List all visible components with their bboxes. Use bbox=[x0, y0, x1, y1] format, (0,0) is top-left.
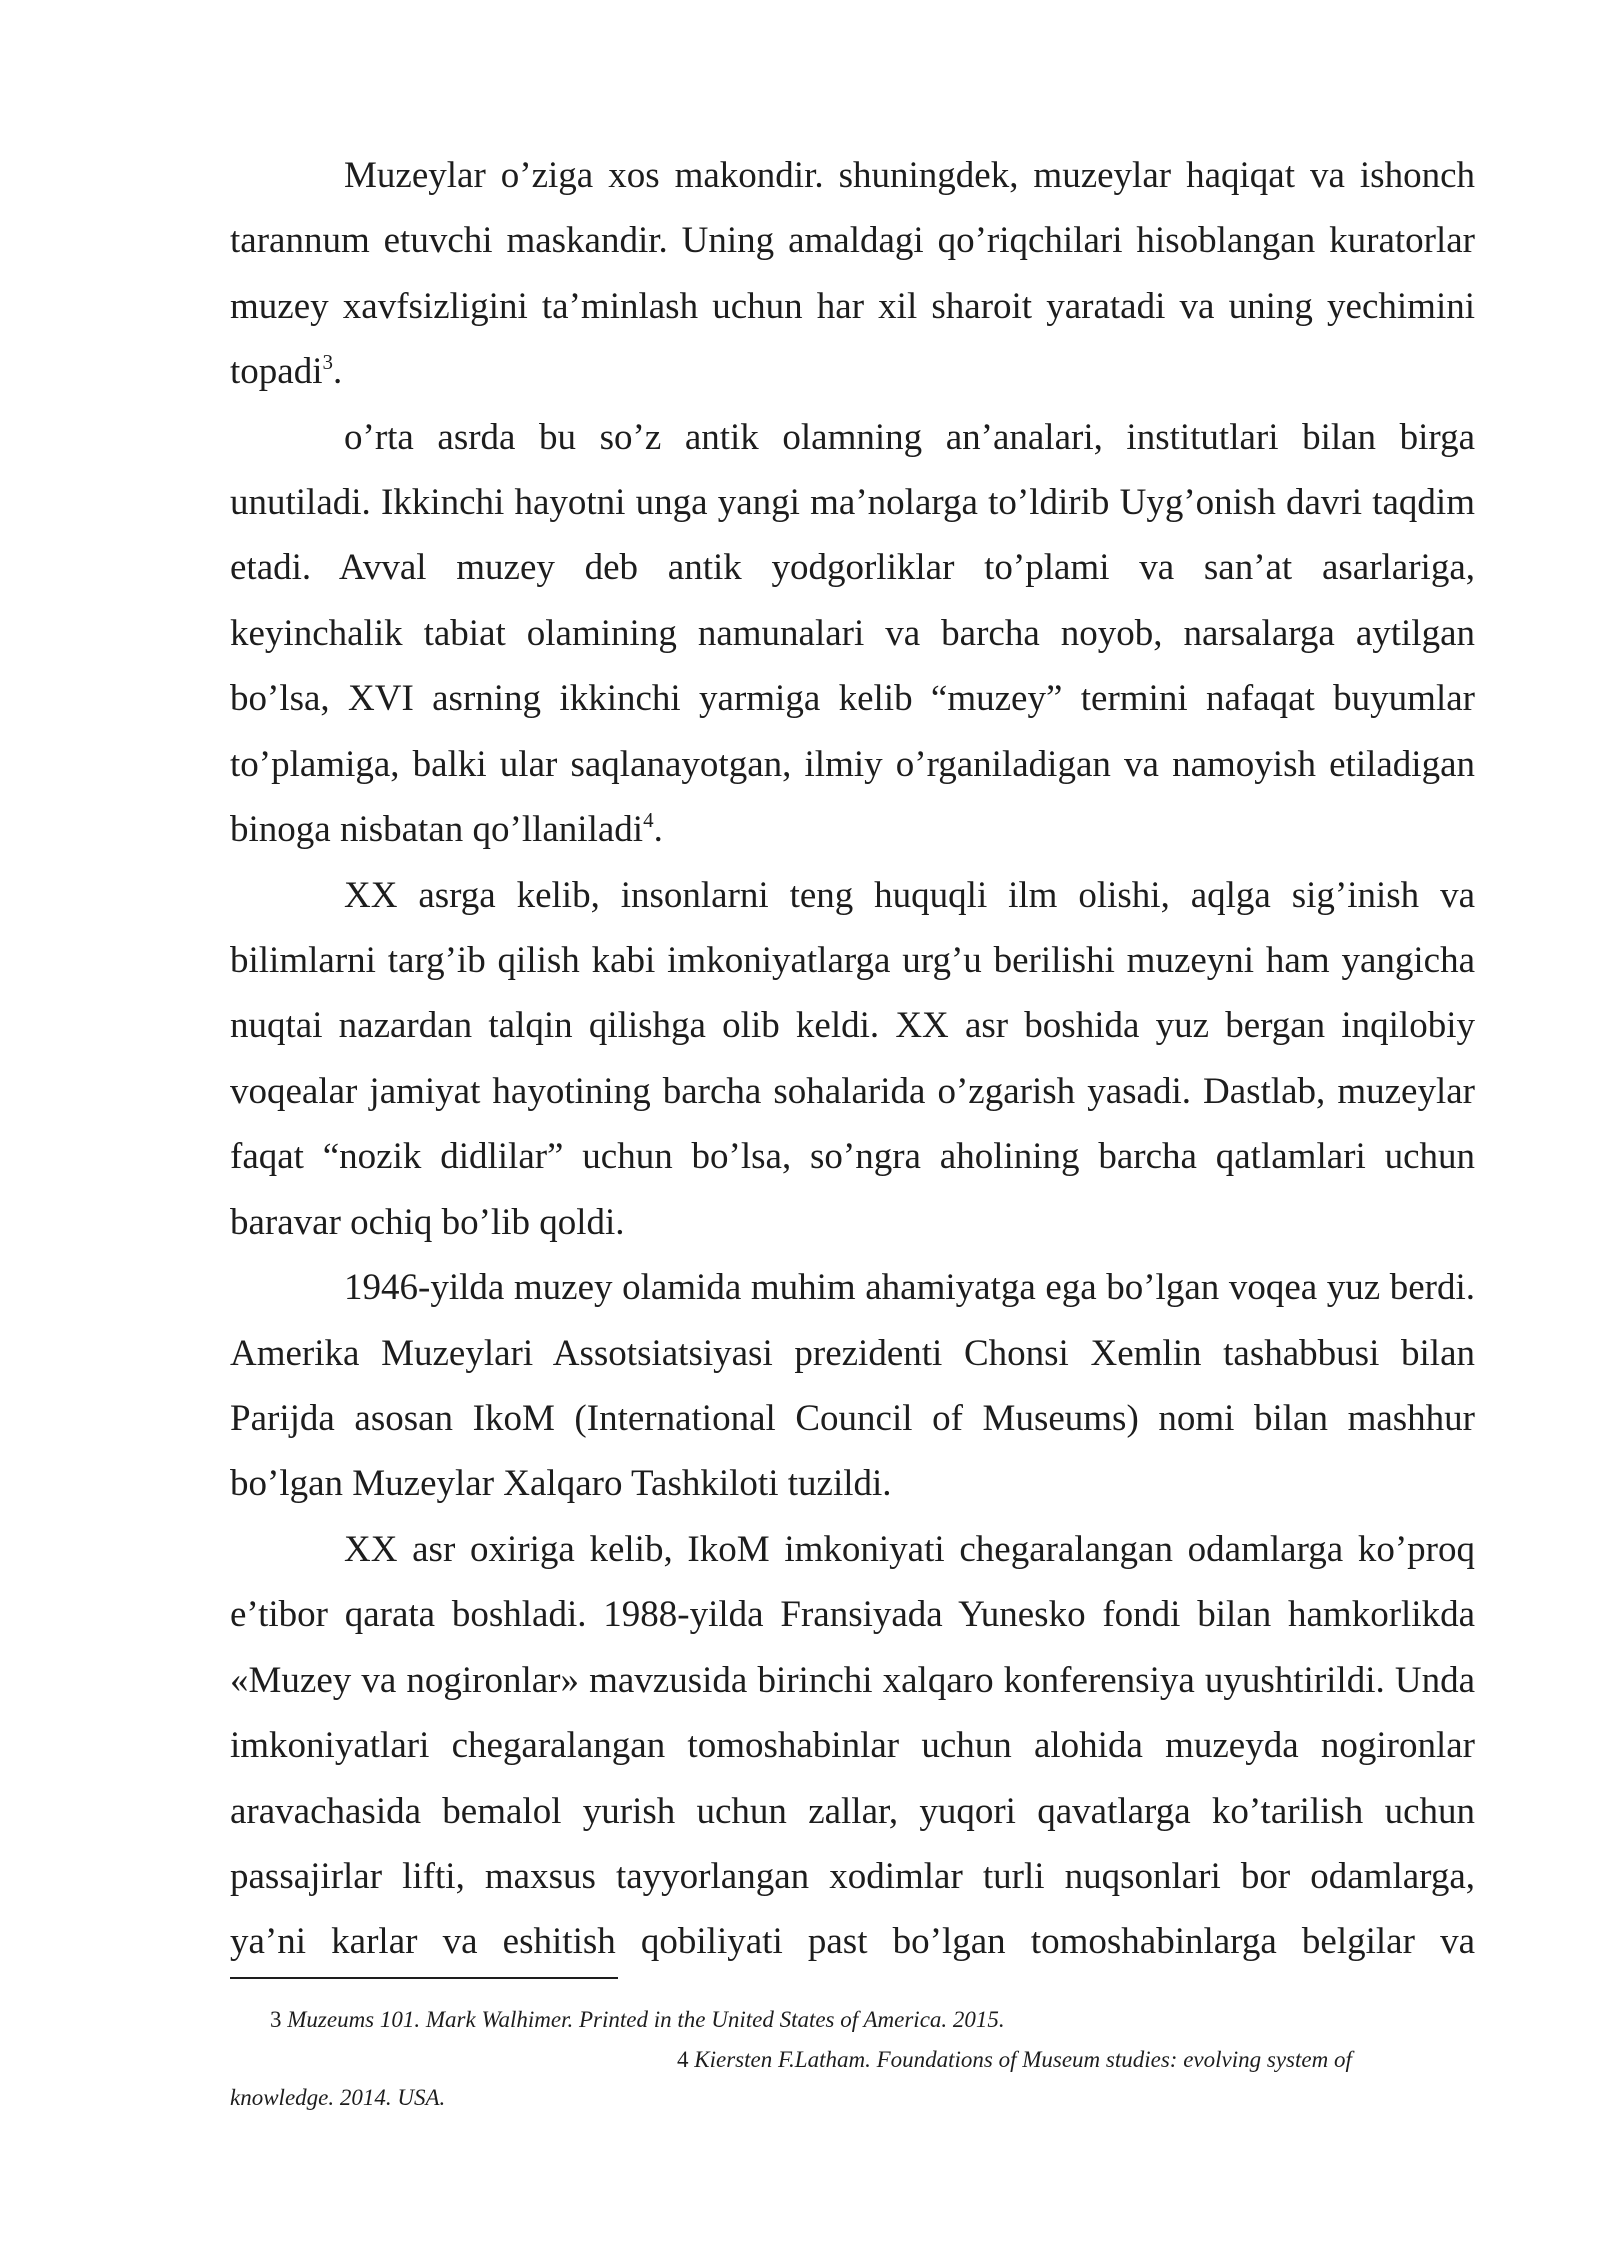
body-line: Muzeylar o’ziga xos makondir. shuningdek, muzeylar haqiqat va ishonch bbox=[344, 155, 1475, 196]
body-line: imkoniyatlari chegaralangan tomoshabinlar uchun alohida muzeyda nogironlar bbox=[230, 1725, 1475, 1766]
body-line-with-footnote bbox=[230, 804, 1475, 856]
body-line: bilimlarni targ’ib qilish kabi imkoniyatlarga urg’u berilishi muzeyni ham yangicha bbox=[230, 940, 1475, 981]
footnote-text: Muzeums 101. Mark Walhimer. Printed in the United States of America. 2015. bbox=[287, 2007, 1005, 2032]
footnote-4-continuation bbox=[230, 2081, 445, 2115]
footnote-3 bbox=[270, 2003, 1005, 2037]
body-line: Parijda asosan IkoM (International Council of Museums) nomi bilan mashhur bbox=[230, 1398, 1475, 1439]
body-line: tarannum etuvchi maskandir. Uning amaldagi qo’riqchilari hisoblangan kuratorlar bbox=[230, 220, 1475, 261]
body-line: Amerika Muzeylari Assotsiatsiyasi prezidenti Chonsi Xemlin tashabbusi bilan bbox=[230, 1333, 1475, 1374]
body-line: muzey xavfsizligini ta’minlash uchun har xil sharoit yaratadi va uning yechimini bbox=[230, 286, 1475, 327]
body-line: voqealar jamiyat hayotining barcha sohalarida o’zgarish yasadi. Dastlab, muzeylar bbox=[230, 1071, 1475, 1112]
footnote-text: Kiersten F.Latham. Foundations of Museum studies: evolving system of bbox=[694, 2047, 1352, 2072]
body-line: «Muzey va nogironlar» mavzusida birinchi xalqaro konferensiya uyushtirildi. Unda bbox=[230, 1660, 1475, 1701]
footnote-number: 3 bbox=[270, 2007, 282, 2032]
body-line: baravar ochiq bo’lib qoldi. bbox=[230, 1202, 625, 1243]
footnote-separator bbox=[230, 1977, 618, 1979]
body-line: faqat “nozik didlilar” uchun bo’lsa, so’ngra aholining barcha qatlamlari uchun bbox=[230, 1136, 1475, 1177]
body-line: ya’ni karlar va eshitish qobiliyati past bo’lgan tomoshabinlarga belgilar va bbox=[230, 1921, 1475, 1962]
footnote-ref-4: 4 bbox=[643, 808, 654, 832]
body-line: o’rta asrda bu so’z antik olamning an’analari, institutlari bilan birga bbox=[344, 417, 1475, 458]
body-line: passajirlar lifti, maxsus tayyorlangan xodimlar turli nuqsonlari bor odamlarga, bbox=[230, 1856, 1475, 1897]
body-line: unutiladi. Ikkinchi hayotni unga yangi ma’nolarga to’ldirib Uyg’onish davri taqdim bbox=[230, 482, 1475, 523]
body-line: aravachasida bemalol yurish uchun zallar, yuqori qavatlarga ko’tarilish uchun bbox=[230, 1791, 1475, 1832]
footnote-text: knowledge. 2014. USA. bbox=[230, 2085, 446, 2110]
body-line: XX asr oxiriga kelib, IkoM imkoniyati chegaralangan odamlarga ko’proq bbox=[344, 1529, 1475, 1570]
body-line: 1946-yilda muzey olamida muhim ahamiyatga ega bo’lgan voqea yuz berdi. bbox=[344, 1267, 1475, 1308]
footnote-ref-3: 3 bbox=[322, 350, 333, 374]
body-line: nuqtai nazardan talqin qilishga olib keldi. XX asr boshida yuz bergan inqilobiy bbox=[230, 1005, 1475, 1046]
body-line: etadi. Avval muzey deb antik yodgorliklar to’plami va san’at asarlariga, bbox=[230, 547, 1475, 588]
body-text: . bbox=[653, 809, 663, 850]
body-text: binoga nisbatan qo’llaniladi bbox=[230, 809, 644, 850]
body-line: e’tibor qarata boshladi. 1988-yilda Fransiyada Yunesko fondi bilan hamkorlikda bbox=[230, 1594, 1475, 1635]
body-line: XX asrga kelib, insonlarni teng huquqli ilm olishi, aqlga sig’inish va bbox=[344, 875, 1475, 916]
body-line: to’plamiga, balki ular saqlanayotgan, ilmiy o’rganiladigan va namoyish etiladigan bbox=[230, 744, 1475, 785]
footnote-4 bbox=[677, 2043, 1352, 2077]
body-line: bo’lgan Muzeylar Xalqaro Tashkiloti tuzildi. bbox=[230, 1463, 892, 1504]
footnote-number: 4 bbox=[677, 2047, 689, 2072]
body-line-with-footnote bbox=[230, 346, 1475, 398]
body-text: . bbox=[332, 351, 343, 392]
body-line: bo’lsa, XVI asrning ikkinchi yarmiga kelib “muzey” termini nafaqat buyumlar bbox=[230, 678, 1475, 719]
body-line: keyinchalik tabiat olamining namunalari va barcha noyob, narsalarga aytilgan bbox=[230, 613, 1475, 654]
body-text: topadi bbox=[230, 351, 323, 392]
